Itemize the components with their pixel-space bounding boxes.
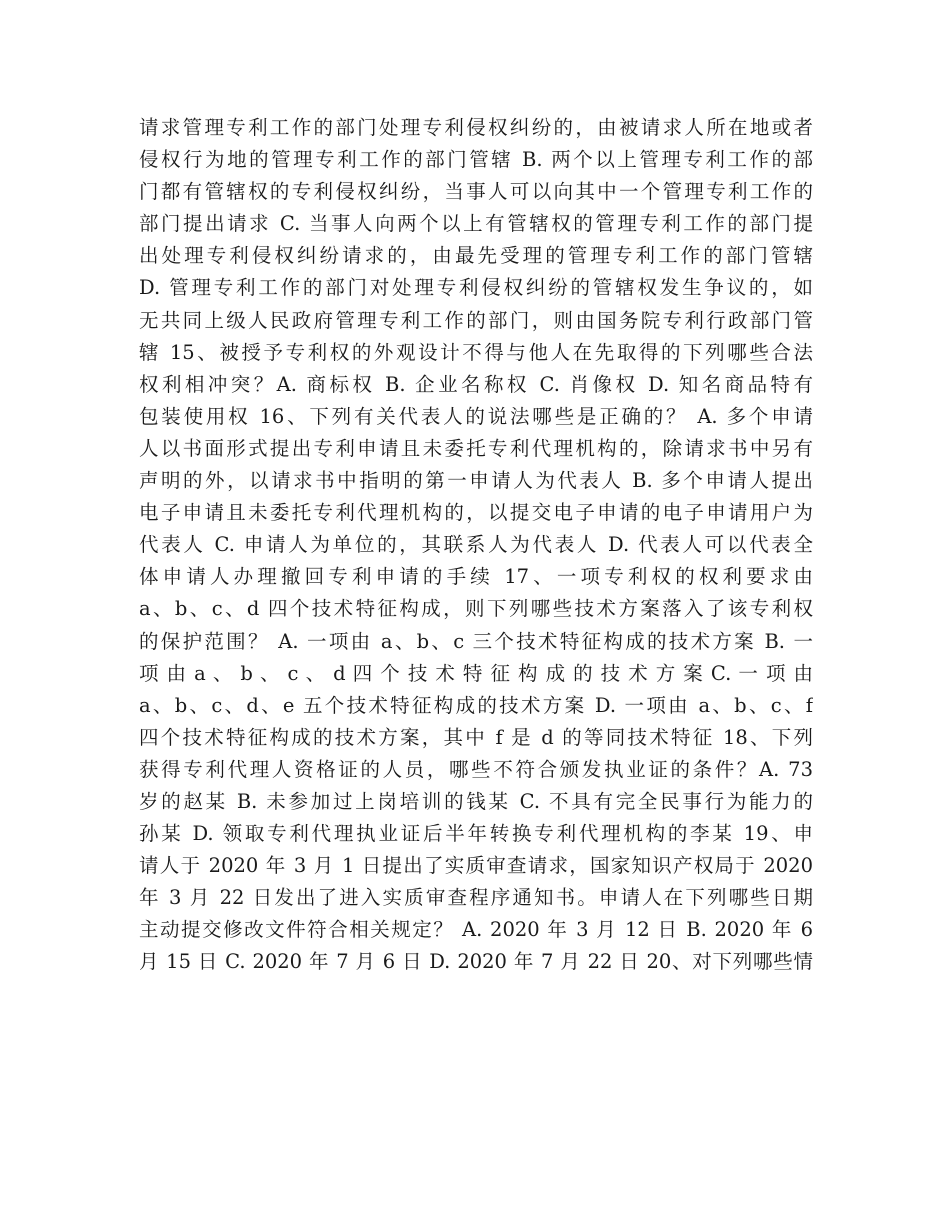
- text-line: 权利相冲突？A. 商标权 B. 企业名称权 C. 肖像权 D. 知名商品特有: [139, 372, 813, 396]
- text-line: 侵权行为地的管理专利工作的部门管辖 B. 两个以上管理专利工作的部: [139, 148, 813, 172]
- text-line: 无共同上级人民政府管理专利工作的部门，则由国务院专利行政部门管: [139, 308, 813, 332]
- text-line: 年 3 月 22 日发出了进入实质审查程序通知书。申请人在下列哪些日期: [139, 886, 813, 910]
- text-line: 孙某 D. 领取专利代理执业证后半年转换专利代理机构的李某 19、申: [139, 822, 813, 846]
- text-line: 声明的外，以请求书中指明的第一申请人为代表人 B. 多个申请人提出: [139, 469, 813, 493]
- text-line: 辖 15、被授予专利权的外观设计不得与他人在先取得的下列哪些合法: [139, 340, 813, 364]
- text-line: 人以书面形式提出专利申请且未委托专利代理机构的，除请求书中另有: [139, 436, 813, 460]
- text-line: 项 由 a 、 b 、 c 、 d 四 个 技 术 特 征 构 成 的 技 术 方 案 C. 一 项 由: [139, 661, 813, 685]
- text-line: D. 管理专利工作的部门对处理专利侵权纠纷的管辖权发生争议的，如: [139, 276, 813, 300]
- text-line: 的保护范围？ A. 一项由 a、b、c 三个技术特征构成的技术方案 B. 一: [139, 629, 813, 653]
- text-line: 岁的赵某 B. 未参加过上岗培训的钱某 C. 不具有完全民事行为能力的: [139, 789, 813, 813]
- text-line: 包装使用权 16、下列有关代表人的说法哪些是正确的？ A. 多个申请: [139, 404, 813, 428]
- text-line: 月 15 日 C. 2020 年 7 月 6 日 D. 2020 年 7 月 22 日 20、对下列哪些情: [139, 950, 813, 974]
- text-line: 四个技术特征构成的技术方案，其中 f 是 d 的等同技术特征 18、下列: [139, 725, 813, 749]
- text-line: 请人于 2020 年 3 月 1 日提出了实质审查请求，国家知识产权局于 2020: [139, 854, 813, 878]
- text-line: 请求管理专利工作的部门处理专利侵权纠纷的，由被请求人所在地或者: [139, 116, 813, 139]
- text-line: 部门提出请求 C. 当事人向两个以上有管辖权的管理专利工作的部门提: [139, 212, 813, 236]
- text-line: 主动提交修改文件符合相关规定？ A. 2020 年 3 月 12 日 B. 2020 年 6: [139, 918, 813, 942]
- text-line: 体申请人办理撤回专利申请的手续 17、一项专利权的权利要求由: [139, 565, 813, 589]
- text-line: 电子申请且未委托专利代理机构的，以提交电子申请的电子申请用户为: [139, 501, 813, 525]
- text-line: a、b、c、d、e 五个技术特征构成的技术方案 D. 一项由 a、b、c、f: [139, 693, 813, 717]
- text-line: 获得专利代理人资格证的人员，哪些不符合颁发执业证的条件？A. 73: [139, 757, 813, 781]
- text-line: 门都有管辖权的专利侵权纠纷，当事人可以向其中一个管理专利工作的: [139, 180, 813, 204]
- body-text: [139, 112, 813, 979]
- text-line: 出处理专利侵权纠纷请求的，由最先受理的管理专利工作的部门管辖: [139, 244, 813, 268]
- text-line: 代表人 C. 申请人为单位的，其联系人为代表人 D. 代表人可以代表全: [139, 533, 813, 557]
- text-line: a、b、c、d 四个技术特征构成，则下列哪些技术方案落入了该专利权: [139, 597, 813, 621]
